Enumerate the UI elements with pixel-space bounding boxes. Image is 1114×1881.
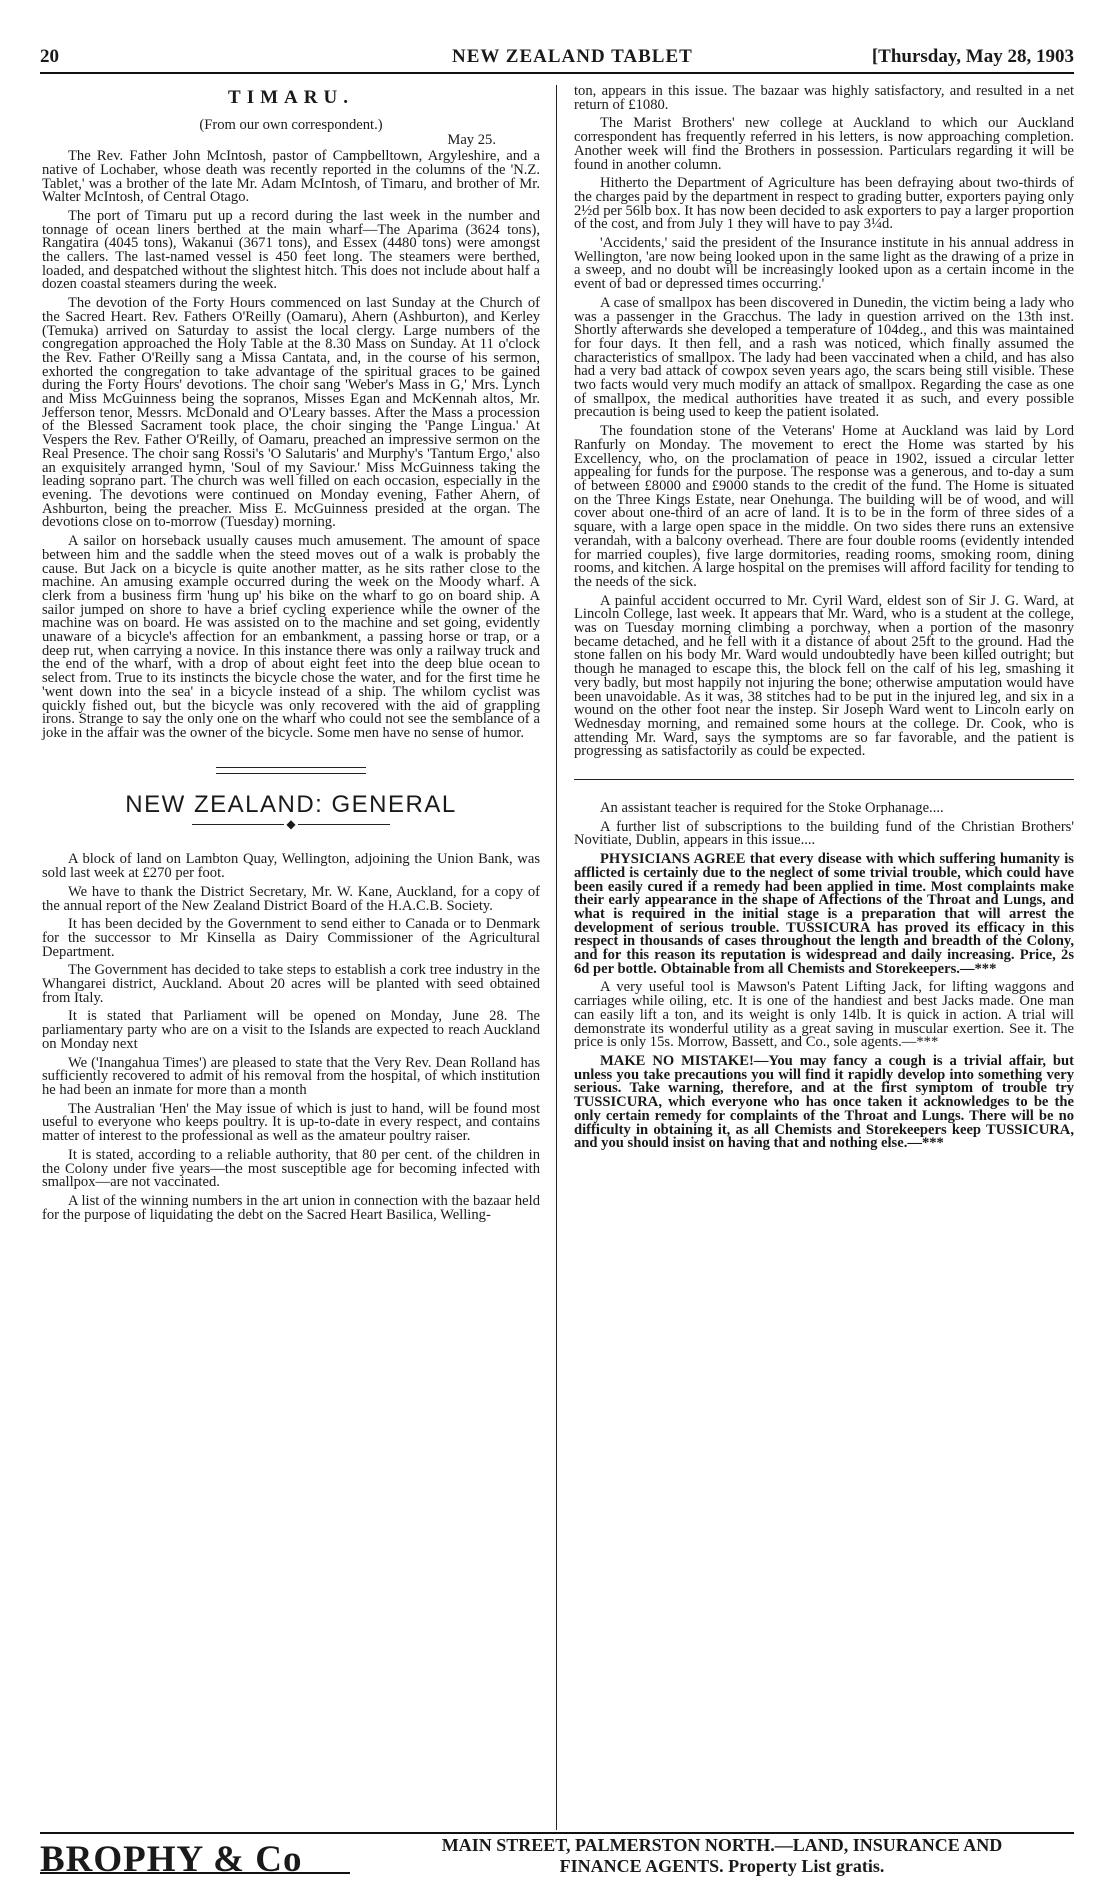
article-paragraph: The port of Timaru put up a record during the last week in the number and tonnage of ocean liners berthed at the main wharf—The Aparima (3624 tons), Rangatira (4045 tons), Wakanui (3671 tons), and Essex (4480 tons) were amongst the callers. The last-named vessel is 450 feet long. The steamers were berthed, loaded, and despatched without the slightest hitch. This does not include about half a dozen coastal steamers during the week. [42,207,540,293]
article-paragraph: The Rev. Father John McIntosh, pastor of Campbelltown, Argyleshire, and a native of Lochaber, whose death was recently reported in the columns of the 'N.Z. Tablet,' was a brother of the late Mr. Adam McIntosh, of Timaru, and brother of Mr. Walter McIntosh, of Central Otago. [42,148,540,206]
footer-address-line: FINANCE AGENTS. Property List gratis. [559,1856,885,1876]
news-item: It is stated that Parliament will be opened on Monday, June 28. The parliamentary party who are on a visit to the Islands are expected to reach Auckland on Monday next [42,1008,540,1052]
article-paragraph: The devotion of the Forty Hours commenced on last Sunday at the Church of the Sacred Heart. Rev. Fathers O'Reilly (Oamaru), Ahern (Ashburton), and Kerley (Temuka) arrived on Saturday to assist the local clergy. Large numbers of the congregation approached the Holy Table at the 8.30 Mass on Sunday. At 11 o'clock the Rev. Father O'Reilly sang a Missa Cantata, and, in the course of his sermon, exhorted the congregation to take advantage of the spiritual graces to be gained during the Forty Hours' devotions. The choir sang 'Weber's Mass in G,' Mrs. Lynch and Miss McGuinness being the sopranos, Misses Egan and McKennah altos, Mr. Jefferson tenor, Messrs. McDonald and O'Leary basses. After the Mass a procession of the Blessed Sacrament took place, the choir singing the 'Pange Lingua.' At Vespers the Rev. Father O'Reilly, of Oamaru, preached an impressive sermon on the Real Presence. The choir sang Rossi's 'O Salutaris' and Murphy's 'Tantum Ergo,' also an exquisitely arranged hymn, 'Soul of my Saviour.' Miss McGuinness taking the leading soprano part. The church was well filled on each occasion, especially in the evening. The devotions were continued on Monday evening, Father Ahern, of Ashburton, being the preacher. Miss E. McGuinness presided at the organ. The devotions close on to-morrow (Tuesday) morning. [42,295,540,531]
footer-rule [40,1832,1074,1834]
news-item: The Marist Brothers' new college at Auckland to which our Auckland correspondent has frequently referred in his letters, is now approaching completion. Another week will find the Brothers in possession. Particulars regarding it will be found in another column. [574,115,1074,173]
page-header [40,42,1074,74]
news-item: The Australian 'Hen' the May issue of which is just to hand, will be found most useful to everyone who keeps poultry. It is up-to-date in every respect, and contains matter of interest to the professional as well as the amateur poultry raiser. [42,1100,540,1145]
issue-date: [Thursday, May 28, 1903 [871,46,1074,67]
timaru-byline: (From our own correspondent.) [199,116,383,133]
general-headline: NEW ZEALAND: GENERAL [125,790,457,818]
news-item: A painful accident occurred to Mr. Cyril Ward, eldest son of Sir J. G. Ward, at Lincoln College, last week. It appears that Mr. Ward, who is a student at the college, was on Tuesday morning climbing a porchway, when a portion of the masonry became detached, and he fell with it a distance of about 25ft to the ground. Had the stone fallen on his body Mr. Ward would undoubtedly have been killed outright; but though he managed to escape this, the block fell on the calf of his leg, smashing it very badly, but most happily not injuring the bone; otherwise amputation would have been unavoidable. As it was, 38 stitches had to be put in the injured leg, and six in a wound on the other foot near the instep. Sir Joseph Ward went to Lincoln early on Wednesday morning, and remained some hours at the college. Dr. Cook, who is attending Mr. Ward, says the symptoms are so far favorable, and the patient is progressing as satisfactorily as could be expected. [574,592,1074,760]
section-double-rule [42,767,540,774]
news-item: ton, appears in this issue. The bazaar was highly satisfactory, and resulted in a net return of £1080. [574,83,1074,113]
timaru-dateline: May 25. [447,132,496,149]
brophy-underline [40,1872,350,1874]
rule-line [216,773,366,774]
notice-item: An assistant teacher is required for the Stoke Orphanage.... [600,800,944,817]
news-item: The Government has decided to take steps to establish a cork tree industry in the Whangarei district, Auckland. About 20 acres will be planted with seed obtained from Italy. [42,962,540,1006]
timaru-headline: TIMARU. [228,87,354,108]
footer-address-line: MAIN STREET, PALMERSTON NORTH.—LAND, INSURANCE AND [441,1835,1003,1855]
news-item: It is stated, according to a reliable authority, that 80 per cent. of the children in the Colony under five years—the most susceptible age for becoming infected with smallpox—are not vaccinated. [42,1146,540,1191]
advert-tussicura: PHYSICIANS AGREE that every disease with which suffering humanity is afflicted is certainly due to the neglect of some trivial trouble, which could have been easily cured if a remedy had been applied in time. Most complaints make their early appearance in the shape of Affections of the Throat and Lungs, and what is required in the initial stage is a preparation that will arrest the development of serious trouble. TUSSICURA has proved its efficacy in this respect in thousands of cases throughout the length and breadth of the Colony, and for this reason its reputation is widespread and daily increasing. Price, 2s 6d per bottle. Obtainable from all Chemists and Storekeepers.—*** [574,851,1074,977]
news-item: A list of the winning numbers in the art union in connection with the bazaar held for the purpose of liquidating the debt on the Sacred Heart Basilica, Welling- [42,1192,540,1223]
diamond-icon: ◆ [286,816,296,831]
news-item: It has been decided by the Government to send either to Canada or to Denmark for the successor to Mr Kinsella as Dairy Commissioner of the Agricultural Department. [42,916,540,960]
news-item: A case of smallpox has been discovered in Dunedin, the victim being a lady who was a passenger in the Gracchus. The lady in question arrived on the 13th inst. Shortly afterwards she developed a temperature of 104deg., and this was maintained for four days. It then fell, and a rash was noticed, which finally assumed the characteristics of smallpox. The lady had been vaccinated when a child, and has also had a very bad attack of cowpox seven years ago, the scars being still visible. These two facts would very much modify an attack of smallpox. Regarding the case as one of smallpox, the medical authorities have treated it as such, and every possible precaution is being used to keep the patient isolated. [574,294,1074,421]
left-column [42,85,540,1227]
news-item: 'Accidents,' said the president of the Insurance institute in his annual address in Wellington, 'are now being looked upon in the same light as the drawing of a prize in a sweep, and no doubt will be increasingly looked upon as a certain income in the event of bad or depressed times occurring.' [574,235,1074,293]
news-item: We have to thank the District Secretary, Mr. W. Kane, Auckland, for a copy of the annual report of the New Zealand District Board of the H.A.C.B. Society. [42,883,540,914]
article-paragraph: A sailor on horseback usually causes much amusement. The amount of space between him and the saddle when the steed moves out of a walk is probably the cause. But Jack on a bicycle is quite another matter, as he sits rather close to the machine. An amusing example occurred during the week on the Moody wharf. A clerk from a business firm 'hung up' his bike on the wharf to go on board ship. A sailor jumped on shore to have a brief cycling experience while the owner of the machine was on board. He was assisted on to the machine and set going, evidently unaware of a bicycle's affection for an embankment, a passing horse or trap, or a deep rut, when carrying a novice. In this instance there was only a railway truck and the end of the wharf, with a drop of about eight feet into the deep blue ocean to select from. True to its instincts the bicycle chose the water, and for the first time he 'went down into the sea' in a bicycle instead of a ship. The whilom cyclist was quickly fished out, but the bicycle was only recovered with the aid of grappling irons. Strange to say the only one on the wharf who could not see the semblance of a joke in the affair was the owner of the bicycle. Some men have no sense of humor. [42,533,540,741]
right-column [574,85,1074,1156]
page-number: 20 [40,46,59,67]
notice-item: A further list of subscriptions to the building fund of the Christian Brothers' Novitiate, Dublin, appears in this issue.... [574,818,1074,849]
advert-make-no-mistake: MAKE NO MISTAKE!—You may fancy a cough is a trivial affair, but unless you take precautions you will find it rapidly develop into something very serious. Take warning, therefore, and at the first symptom of trouble try TUSSICURA, which everyone who has once taken it acknowledges to be the only certain remedy for complaints of the Throat and Lungs. There will be no difficulty in obtaining it, as all Chemists and Storekeepers keep TUSSICURA, and you should insist on having that and nothing else.—*** [574,1053,1074,1152]
news-item: We ('Inangahua Times') are pleased to state that the Very Rev. Dean Rolland has sufficiently recovered to admit of his removal from the hospital, of which institution he had been an inmate for more than a month [42,1054,540,1098]
news-item: Hitherto the Department of Agriculture has been defraying about two-thirds of the charges paid by the department in respect to grading butter, exporters paying only 2½d per 56lb box. It has now been decided to ask exporters to pay a larger proportion of the cost, and from July 1 they will have to pay 3¼d. [574,175,1074,233]
footer-address [370,1835,1074,1877]
advert-lifting-jack: A very useful tool is Mawson's Patent Lifting Jack, for lifting waggons and carriages while oiling, etc. It is one of the handiest and best Jacks made. One man can easily lift a ton, and its weight is only 14lb. It is quick in action. A trial will demonstrate its wonderful utility as a great saving in muscular exertion. See it. The price is only 15s. Morrow, Bassett, and Co., sole agents.—*** [574,979,1074,1051]
column-divider [556,85,557,1830]
news-item: A block of land on Lambton Quay, Wellington, adjoining the Union Bank, was sold last week at £270 per foot. [42,851,540,882]
section-rule [574,779,1074,780]
news-item: The foundation stone of the Veterans' Home at Auckland was laid by Lord Ranfurly on Monday. The movement to erect the Home was started by his Excellency, who, on the proclamation of peace in 1902, issued a circular letter appealing for funds for the purpose. The response was a generous, and to-day a sum of between £8000 and £9000 stands to the credit of the fund. The Home is situated on the Three Kings Estate, near Onehunga. The building will be of wood, and will cover about one-third of an acre of land. It is to be in the form of three sides of a square, with a large open space in the middle. On two sides there runs an extensive verandah, with a balcony overhead. There are four double rooms (evidently intended for married couples), five large dormitories, reading rooms, smoking room, dining rooms, and kitchen. A large hospital on the premises will afford facility for tending to the needs of the sick. [574,423,1074,590]
publication-title: NEW ZEALAND TABLET [452,46,693,67]
brophy-logo-text: BROPHY & Co [40,1839,303,1880]
headline-ornament [42,817,540,831]
